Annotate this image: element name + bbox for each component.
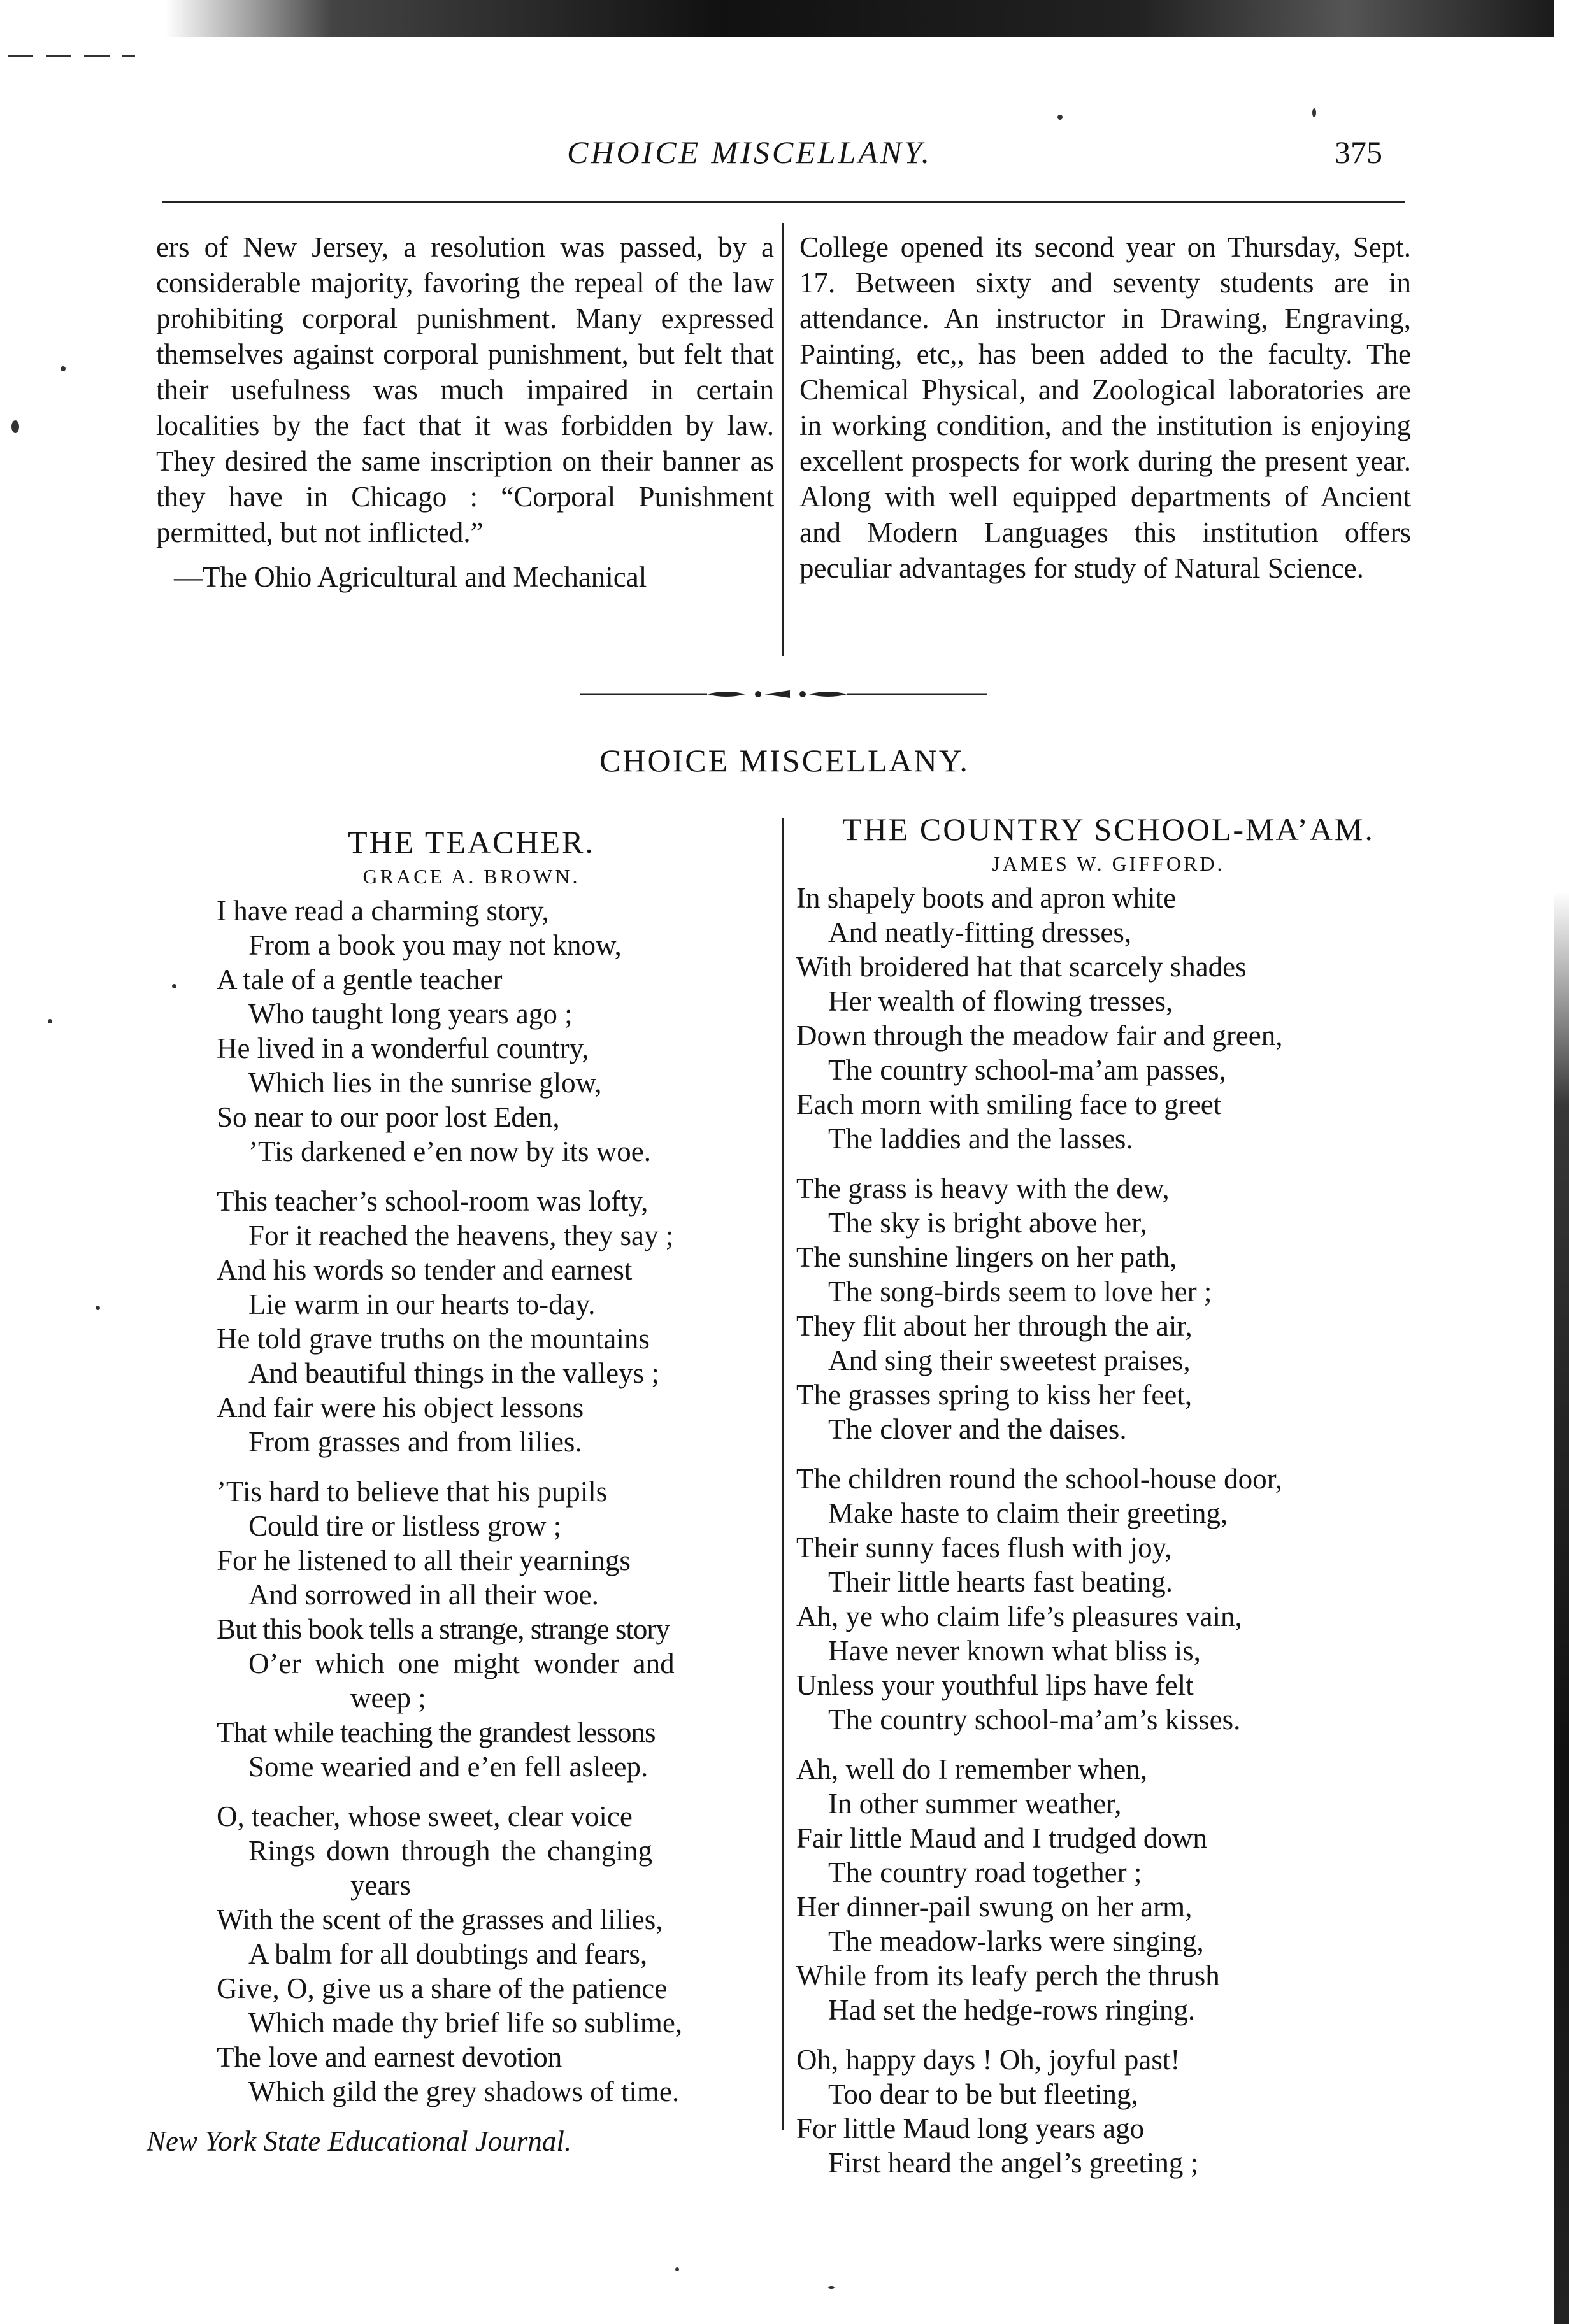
poem-line: Have never known what bliss is,: [828, 1635, 1201, 1667]
poem-line: Had set the hedge-rows ringing.: [828, 1994, 1196, 2026]
poem-line: Their sunny faces flush with joy,: [796, 1532, 1172, 1564]
poem-line: With broidered hat that scarcely shades: [796, 951, 1247, 983]
poem-line: With the scent of the grasses and lilies,: [217, 1904, 663, 1935]
poem-line: The children round the school-house door,: [796, 1463, 1283, 1495]
poem-line: The sunshine lingers on her path,: [796, 1241, 1177, 1273]
poem-line: ’Tis hard to believe that his pupils: [217, 1476, 608, 1508]
poem-line: The sky is bright above her,: [828, 1207, 1147, 1239]
poem-country-school-maam: [796, 812, 1421, 2195]
poem-line: The clover and the daises.: [828, 1413, 1127, 1445]
poem-line: And his words so tender and earnest: [217, 1254, 633, 1286]
scan-right-edge-shadow: [1554, 892, 1569, 2324]
prose-paragraph: ers of New Jersey, a resolution was passed, by a considerable majority, favoring the repeal of the law prohibiting corporal punishment. Many expressed themselves against corporal punishment, but felt that their usefulness was much impaired in certain localities by the fact that it was forbidden by law. They desired the same inscription on their banner as they have in Chicago : “Corporal Punishment permitted, but not inflicted.”: [156, 231, 774, 548]
poem-line: Some wearied and e’en fell asleep.: [248, 1751, 648, 1783]
poem-line: And sorrowed in all their woe.: [248, 1579, 599, 1611]
poem-line: Her dinner-pail swung on her arm,: [796, 1891, 1193, 1923]
poem-line: That while teaching the grandest lessons: [217, 1716, 656, 1748]
poem-line: Give, O, give us a share of the patience: [217, 1972, 668, 2004]
poem-line: weep ;: [350, 1682, 426, 1714]
poem-line: Her wealth of flowing tresses,: [828, 985, 1173, 1017]
poem-line: ’Tis darkened e’en now by its woe.: [248, 1136, 651, 1167]
poem-line: In other summer weather,: [828, 1788, 1122, 1820]
poem-line: Fair little Maud and I trudged down: [796, 1822, 1207, 1854]
prose-paragraph: College opened its second year on Thursday, Sept. 17. Between sixty and seventy students are in attendance. An instructor in Drawing, Engraving, Painting, etc,, has been added to the faculty. The Chemical Physical, and Zoological laboratories are in working condition, and the institution is enjoying excellent prospects for work during the present year. Along with well equipped departments of Ancient and Modern Languages this institution offers peculiar advantages for study of Natural Science.: [799, 231, 1411, 584]
poem-line: Too dear to be but fleeting,: [828, 2078, 1138, 2110]
section-title: CHOICE MISCELLANY.: [599, 743, 970, 778]
scan-speck: [1057, 115, 1063, 120]
scan-border-smear: [166, 0, 1554, 37]
poem-line: For little Maud long years ago: [796, 2113, 1145, 2144]
scan-speck: [61, 366, 66, 371]
poem-line: A tale of a gentle teacher: [217, 964, 503, 995]
poem-line: Rings down through the changing: [248, 1835, 652, 1867]
header-rule: [162, 201, 1405, 203]
page-number: 375: [1335, 134, 1382, 170]
scan-edge-mark: [8, 55, 135, 57]
poem-line: The country school-ma’am passes,: [828, 1054, 1226, 1086]
poem-line: The song-birds seem to love her ;: [828, 1276, 1212, 1308]
scan-speck: [675, 2267, 679, 2271]
poem-line: Which lies in the sunrise glow,: [248, 1067, 602, 1099]
poem-line: The country school-ma’am’s kisses.: [828, 1704, 1241, 1736]
poem-author: JAMES W. GIFFORD.: [992, 852, 1225, 875]
poem-the-teacher: [147, 824, 777, 2158]
column-divider: [782, 818, 784, 2130]
scan-speck: [1312, 108, 1316, 117]
poem-stanza: [796, 881, 1421, 1156]
poem-line: First heard the angel’s greeting ;: [828, 2147, 1199, 2179]
poem-line: For he listened to all their yearnings: [217, 1544, 631, 1576]
prose-column-right: [799, 229, 1411, 586]
poem-line: Ah, well do I remember when,: [796, 1753, 1148, 1785]
poem-line: Ah, ye who claim life’s pleasures vain,: [796, 1600, 1242, 1632]
poem-line: For it reached the heavens, they say ;: [248, 1220, 674, 1251]
poem-stanza: [796, 2042, 1421, 2180]
poem-line: The grasses spring to kiss her feet,: [796, 1379, 1193, 1411]
prose-column-left: [156, 229, 774, 595]
poem-line: So near to our poor lost Eden,: [217, 1101, 560, 1133]
poem-line: But this book tells a strange, strange story: [217, 1613, 670, 1645]
poem-line: He lived in a wonderful country,: [217, 1032, 589, 1064]
poem-title: THE COUNTRY SCHOOL-MA’AM.: [842, 811, 1375, 847]
scan-speck: [11, 420, 19, 433]
poem-line: While from its leafy perch the thrush: [796, 1960, 1220, 1992]
poem-line: And beautiful things in the valleys ;: [248, 1357, 659, 1389]
poem-line: In shapely boots and apron white: [796, 882, 1177, 914]
poem-stanza: [217, 1474, 777, 1784]
poem-line: The country road together ;: [828, 1857, 1142, 1888]
poem-stanza: [217, 1184, 777, 1459]
poem-line: And sing their sweetest praises,: [828, 1344, 1191, 1376]
poem-line: Who taught long years ago ;: [248, 998, 573, 1030]
poem-stanza: [217, 894, 777, 1169]
poem-line: The meadow-larks were singing,: [828, 1925, 1204, 1957]
poem-stanza: [796, 1462, 1421, 1737]
poem-stanza: [217, 1799, 777, 2109]
poem-credit: New York State Educational Journal.: [147, 2125, 572, 2157]
scan-speck: [828, 2286, 835, 2289]
poem-line: They flit about her through the air,: [796, 1310, 1193, 1342]
poem-title: THE TEACHER.: [348, 824, 595, 860]
poem-line: Lie warm in our hearts to-day.: [248, 1288, 596, 1320]
poem-author: GRACE A. BROWN.: [362, 865, 580, 888]
poem-line: A balm for all doubtings and fears,: [248, 1938, 648, 1970]
poem-line: years: [350, 1869, 411, 1901]
poem-line: From a book you may not know,: [248, 929, 622, 961]
poem-line: O’er which one might wonder and: [248, 1648, 675, 1679]
scan-speck: [96, 1306, 100, 1310]
poem-line: Make haste to claim their greeting,: [828, 1497, 1228, 1529]
poem-line: Which made thy brief life so sublime,: [248, 2007, 683, 2039]
poem-line: O, teacher, whose sweet, clear voice: [217, 1800, 633, 1832]
poem-line: He told grave truths on the mountains: [217, 1323, 650, 1355]
poem-line: Unless your youthful lips have felt: [796, 1669, 1194, 1701]
poem-line: I have read a charming story,: [217, 895, 549, 927]
poem-line: Down through the meadow fair and green,: [796, 1020, 1283, 1052]
poem-line: The laddies and the lasses.: [828, 1123, 1133, 1155]
poem-stanza: [796, 1171, 1421, 1446]
poem-line: Their little hearts fast beating.: [828, 1566, 1173, 1598]
ornamental-rule: [580, 688, 987, 701]
poem-line: Each morn with smiling face to greet: [796, 1088, 1222, 1120]
poem-line: And fair were his object lessons: [217, 1392, 584, 1423]
prose-paragraph: —The Ohio Agricultural and Mechanical: [174, 561, 647, 593]
poem-line: This teacher’s school-room was lofty,: [217, 1185, 648, 1217]
poem-line: Oh, happy days ! Oh, joyful past!: [796, 2044, 1180, 2076]
poem-line: The love and earnest devotion: [217, 2041, 562, 2073]
poem-line: The grass is heavy with the dew,: [796, 1173, 1170, 1204]
poem-line: Which gild the grey shadows of time.: [248, 2076, 680, 2107]
poem-line: Could tire or listless grow ;: [248, 1510, 562, 1542]
running-head: CHOICE MISCELLANY.: [567, 134, 933, 170]
poem-line: And neatly-fitting dresses,: [828, 916, 1132, 948]
column-divider: [782, 223, 784, 656]
scan-speck: [172, 984, 176, 988]
scan-speck: [48, 1019, 52, 1023]
poem-line: From grasses and from lilies.: [248, 1426, 582, 1458]
poem-stanza: [796, 1752, 1421, 2027]
